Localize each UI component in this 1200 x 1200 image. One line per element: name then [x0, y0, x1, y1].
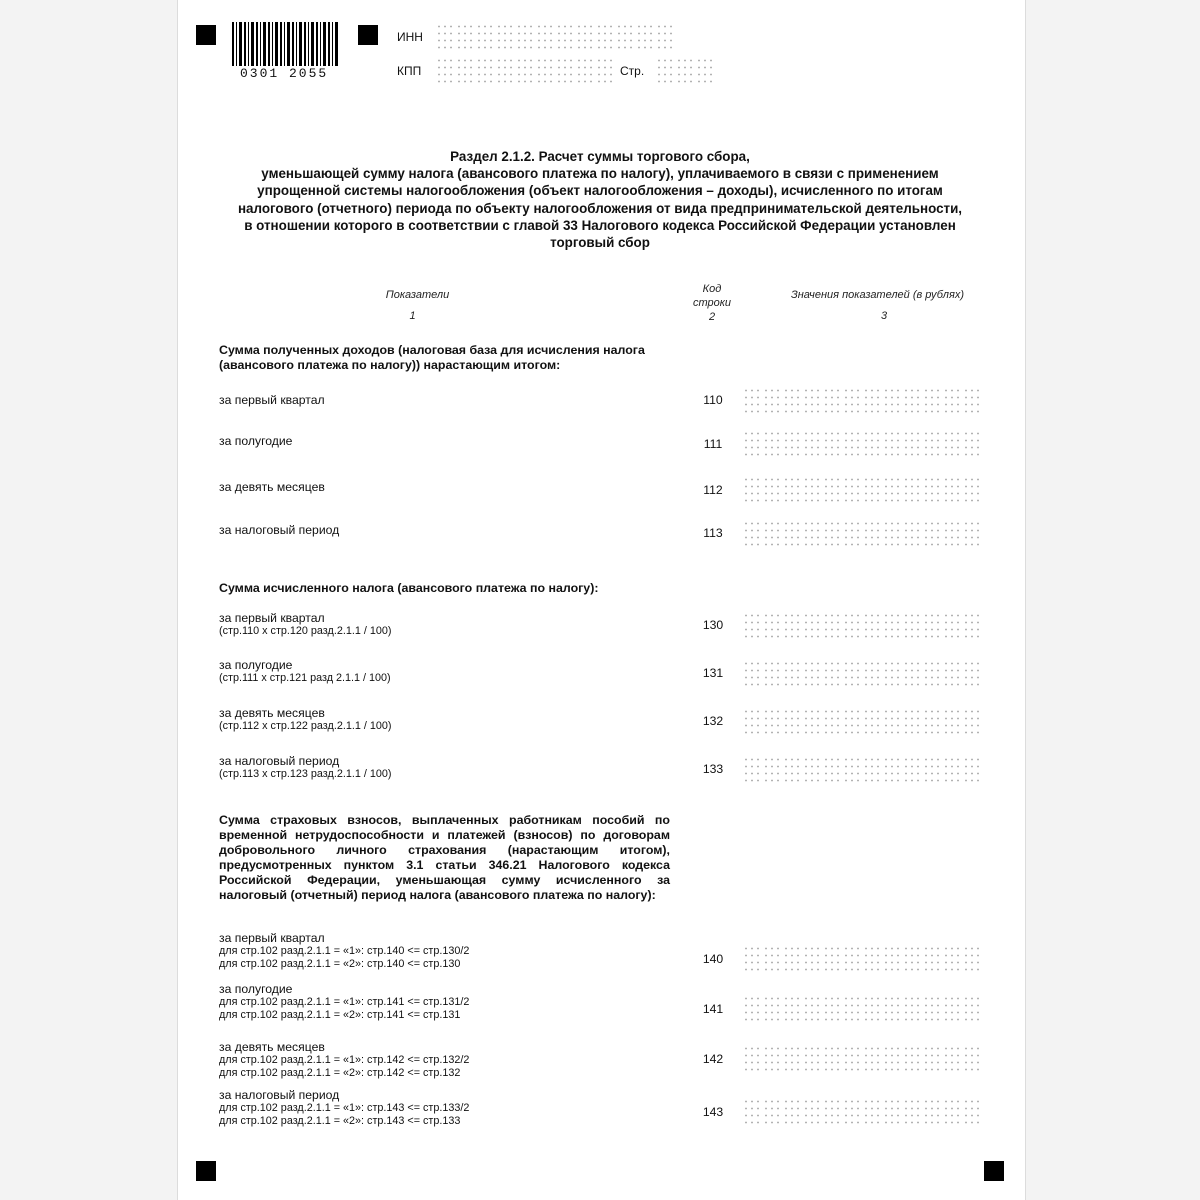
character-cell[interactable]: [822, 994, 841, 1022]
character-cell[interactable]: [922, 755, 941, 783]
character-cell[interactable]: [802, 994, 821, 1022]
character-cell[interactable]: [842, 475, 861, 503]
title-line: в отношении которого в соответствии с главой 33 Налогового кодекса Российской Федерации установлен: [244, 217, 956, 233]
row-condition: для стр.102 разд.2.1.1 = «2»: стр.143 <= стр.133: [219, 1115, 461, 1127]
row-condition: для стр.102 разд.2.1.1 = «1»: стр.141 <= стр.131/2: [219, 996, 470, 1008]
value-field-130[interactable]: [742, 611, 982, 639]
section-heading-income: Сумма полученных доходов (налоговая база для исчисления налога (авансового платежа по налогу)) нарастающим итогом:: [219, 343, 645, 372]
character-cell[interactable]: [742, 519, 761, 547]
inn-label: ИНН: [397, 30, 423, 44]
character-cell[interactable]: [782, 475, 801, 503]
character-cell[interactable]: [962, 386, 981, 414]
character-cell[interactable]: [782, 659, 801, 687]
row-formula: (стр.112 х стр.122 разд.2.1.1 / 100): [219, 720, 392, 732]
row-label-text: за налоговый период: [219, 1088, 340, 1102]
character-cell[interactable]: [942, 755, 961, 783]
character-cell[interactable]: [862, 659, 881, 687]
character-cell[interactable]: [842, 994, 861, 1022]
character-cell[interactable]: [942, 707, 961, 735]
character-cell[interactable]: [575, 22, 594, 50]
character-cell[interactable]: [822, 1097, 841, 1125]
row-condition: для стр.102 разд.2.1.1 = «2»: стр.140 <= стр.130: [219, 958, 461, 970]
character-cell[interactable]: [882, 1044, 901, 1072]
character-cell[interactable]: [675, 56, 694, 84]
character-cell[interactable]: [822, 707, 841, 735]
character-cell[interactable]: [862, 386, 881, 414]
character-cell[interactable]: [742, 755, 761, 783]
character-cell[interactable]: [942, 475, 961, 503]
character-cell[interactable]: [882, 659, 901, 687]
row-label-text: за первый квартал: [219, 931, 325, 945]
character-cell[interactable]: [862, 944, 881, 972]
character-cell[interactable]: [782, 611, 801, 639]
character-cell[interactable]: [802, 611, 821, 639]
character-cell[interactable]: [762, 475, 781, 503]
character-cell[interactable]: [922, 475, 941, 503]
character-cell[interactable]: [942, 429, 961, 457]
character-cell[interactable]: [902, 994, 921, 1022]
character-cell[interactable]: [435, 22, 454, 50]
character-cell[interactable]: [962, 707, 981, 735]
row-code-131: 131: [702, 666, 724, 680]
row-label-text: за девять месяцев: [219, 706, 325, 720]
barcode: [232, 22, 340, 66]
character-cell[interactable]: [862, 475, 881, 503]
row-label-111: за полугодие: [219, 434, 293, 448]
row-formula: (стр.111 х стр.121 разд 2.1.1 / 100): [219, 672, 391, 684]
character-cell[interactable]: [882, 611, 901, 639]
character-cell[interactable]: [535, 22, 554, 50]
character-cell[interactable]: [962, 1044, 981, 1072]
value-field-112[interactable]: [742, 475, 982, 503]
value-field-143[interactable]: [742, 1097, 982, 1125]
character-cell[interactable]: [655, 22, 674, 50]
column-header-code-line1: Код: [702, 283, 722, 295]
character-cell[interactable]: [742, 429, 761, 457]
registration-marker-bottom-right: [984, 1161, 1004, 1181]
character-cell[interactable]: [742, 659, 761, 687]
character-cell[interactable]: [635, 22, 654, 50]
character-cell[interactable]: [802, 1097, 821, 1125]
title-line: налогового (отчетного) периода по объекту налогообложения от вида предпринимательской деятельности,: [237, 200, 963, 216]
inn-field[interactable]: [435, 22, 675, 50]
row-formula: (стр.110 х стр.120 разд.2.1.1 / 100): [219, 625, 392, 637]
character-cell[interactable]: [922, 1044, 941, 1072]
character-cell[interactable]: [782, 1044, 801, 1072]
character-cell[interactable]: [782, 429, 801, 457]
character-cell[interactable]: [902, 475, 921, 503]
character-cell[interactable]: [762, 386, 781, 414]
title-line: торговый сбор: [550, 235, 650, 251]
character-cell[interactable]: [942, 1044, 961, 1072]
character-cell[interactable]: [862, 994, 881, 1022]
character-cell[interactable]: [922, 386, 941, 414]
character-cell[interactable]: [762, 994, 781, 1022]
row-label-140: [219, 931, 469, 971]
character-cell[interactable]: [762, 755, 781, 783]
character-cell[interactable]: [882, 519, 901, 547]
character-cell[interactable]: [942, 659, 961, 687]
character-cell[interactable]: [802, 707, 821, 735]
character-cell[interactable]: [802, 386, 821, 414]
character-cell[interactable]: [822, 611, 841, 639]
character-cell[interactable]: [922, 611, 941, 639]
row-code-141: 141: [702, 1002, 724, 1016]
title-line: Раздел 2.1.2. Расчет суммы торгового сбора,: [450, 149, 750, 164]
character-cell[interactable]: [882, 944, 901, 972]
row-condition: для стр.102 разд.2.1.1 = «1»: стр.142 <= стр.132/2: [219, 1054, 470, 1066]
character-cell[interactable]: [742, 944, 761, 972]
section-title: [205, 148, 995, 251]
character-cell[interactable]: [902, 1044, 921, 1072]
character-cell[interactable]: [902, 1097, 921, 1125]
row-label-text: за налоговый период: [219, 754, 340, 768]
character-cell[interactable]: [842, 429, 861, 457]
character-cell[interactable]: [962, 944, 981, 972]
character-cell[interactable]: [762, 519, 781, 547]
kpp-label: КПП: [397, 64, 422, 78]
character-cell[interactable]: [822, 475, 841, 503]
title-line: упрощенной системы налогообложения (объект налогообложения – доходы), исчисленного по итогам: [257, 183, 943, 199]
character-cell[interactable]: [922, 659, 941, 687]
character-cell[interactable]: [742, 994, 761, 1022]
character-cell[interactable]: [922, 429, 941, 457]
character-cell[interactable]: [942, 944, 961, 972]
row-label-110: за первый квартал: [219, 393, 325, 407]
character-cell[interactable]: [842, 707, 861, 735]
registration-marker-top-right: [358, 25, 378, 45]
character-cell[interactable]: [862, 611, 881, 639]
character-cell[interactable]: [782, 755, 801, 783]
character-cell[interactable]: [902, 611, 921, 639]
row-condition: для стр.102 разд.2.1.1 = «2»: стр.142 <= стр.132: [219, 1067, 461, 1079]
character-cell[interactable]: [822, 944, 841, 972]
row-code-110: 110: [703, 393, 723, 407]
character-cell[interactable]: [842, 659, 861, 687]
page-number-field[interactable]: [655, 56, 715, 84]
character-cell[interactable]: [882, 994, 901, 1022]
value-field-131[interactable]: [742, 659, 982, 687]
character-cell[interactable]: [862, 755, 881, 783]
value-field-113[interactable]: [742, 519, 982, 547]
character-cell[interactable]: [822, 429, 841, 457]
character-cell[interactable]: [962, 519, 981, 547]
character-cell[interactable]: [862, 519, 881, 547]
character-cell[interactable]: [922, 994, 941, 1022]
character-cell[interactable]: [822, 659, 841, 687]
value-field-140[interactable]: [742, 944, 982, 972]
character-cell[interactable]: [842, 519, 861, 547]
row-code-111: 111: [703, 437, 723, 451]
character-cell[interactable]: [922, 1097, 941, 1125]
character-cell[interactable]: [455, 22, 474, 50]
row-label-text: за девять месяцев: [219, 1040, 325, 1054]
row-label-131: [219, 658, 391, 685]
character-cell[interactable]: [742, 1044, 761, 1072]
row-label-text: за полугодие: [219, 982, 293, 996]
character-cell[interactable]: [842, 386, 861, 414]
character-cell[interactable]: [862, 429, 881, 457]
character-cell[interactable]: [742, 707, 761, 735]
character-cell[interactable]: [762, 429, 781, 457]
row-code-140: 140: [702, 952, 724, 966]
character-cell[interactable]: [695, 56, 714, 84]
character-cell[interactable]: [435, 56, 454, 84]
character-cell[interactable]: [962, 611, 981, 639]
character-cell[interactable]: [842, 755, 861, 783]
character-cell[interactable]: [942, 386, 961, 414]
title-line: уменьшающей сумму налога (авансового платежа по налогу), уплачиваемого в связи с применением: [261, 166, 939, 182]
character-cell[interactable]: [762, 944, 781, 972]
row-formula: (стр.113 х стр.123 разд.2.1.1 / 100): [219, 768, 392, 780]
character-cell[interactable]: [882, 386, 901, 414]
column-number-2: 2: [708, 311, 716, 323]
row-label-text: за полугодие: [219, 658, 293, 672]
character-cell[interactable]: [962, 994, 981, 1022]
character-cell[interactable]: [822, 386, 841, 414]
character-cell[interactable]: [862, 1044, 881, 1072]
character-cell[interactable]: [842, 1097, 861, 1125]
character-cell[interactable]: [782, 707, 801, 735]
character-cell[interactable]: [802, 1044, 821, 1072]
character-cell[interactable]: [515, 22, 534, 50]
character-cell[interactable]: [922, 944, 941, 972]
row-code-112: 112: [703, 483, 723, 497]
character-cell[interactable]: [555, 56, 574, 84]
value-field-132[interactable]: [742, 707, 982, 735]
character-cell[interactable]: [655, 56, 674, 84]
row-label-142: [219, 1040, 469, 1080]
character-cell[interactable]: [762, 611, 781, 639]
character-cell[interactable]: [495, 56, 514, 84]
section-heading-calculated-tax: Сумма исчисленного налога (авансового платежа по налогу):: [219, 581, 599, 595]
character-cell[interactable]: [782, 994, 801, 1022]
column-number-3: 3: [880, 310, 888, 322]
row-code-133: 133: [702, 762, 724, 776]
character-cell[interactable]: [455, 56, 474, 84]
value-field-141[interactable]: [742, 994, 982, 1022]
character-cell[interactable]: [595, 22, 614, 50]
character-cell[interactable]: [802, 475, 821, 503]
row-label-112: за девять месяцев: [219, 480, 325, 494]
row-condition: для стр.102 разд.2.1.1 = «1»: стр.140 <= стр.130/2: [219, 945, 470, 957]
character-cell[interactable]: [902, 386, 921, 414]
row-code-132: 132: [702, 714, 724, 728]
row-label-143: [219, 1088, 469, 1128]
character-cell[interactable]: [922, 519, 941, 547]
row-condition: для стр.102 разд.2.1.1 = «1»: стр.143 <= стр.133/2: [219, 1102, 470, 1114]
character-cell[interactable]: [802, 755, 821, 783]
character-cell[interactable]: [882, 707, 901, 735]
character-cell[interactable]: [962, 659, 981, 687]
character-cell[interactable]: [842, 611, 861, 639]
row-code-143: 143: [702, 1105, 724, 1119]
character-cell[interactable]: [882, 1097, 901, 1125]
character-cell[interactable]: [822, 1044, 841, 1072]
column-header-code-line2: строки: [692, 297, 732, 309]
character-cell[interactable]: [962, 475, 981, 503]
character-cell[interactable]: [882, 429, 901, 457]
row-label-text: за первый квартал: [219, 611, 325, 625]
column-header-indicators: Показатели: [385, 289, 450, 301]
character-cell[interactable]: [962, 755, 981, 783]
row-label-130: [219, 611, 391, 638]
row-label-132: [219, 706, 391, 733]
character-cell[interactable]: [882, 755, 901, 783]
character-cell[interactable]: [902, 707, 921, 735]
character-cell[interactable]: [495, 22, 514, 50]
character-cell[interactable]: [862, 1097, 881, 1125]
character-cell[interactable]: [922, 707, 941, 735]
character-cell[interactable]: [782, 386, 801, 414]
character-cell[interactable]: [902, 755, 921, 783]
barcode-number: 0301 2055: [240, 66, 329, 81]
row-label-113: за налоговый период: [219, 523, 340, 537]
character-cell[interactable]: [575, 56, 594, 84]
value-field-110[interactable]: [742, 386, 982, 414]
character-cell[interactable]: [782, 1097, 801, 1125]
character-cell[interactable]: [595, 56, 614, 84]
character-cell[interactable]: [742, 611, 761, 639]
character-cell[interactable]: [942, 611, 961, 639]
row-label-133: [219, 754, 391, 781]
value-field-133[interactable]: [742, 755, 982, 783]
character-cell[interactable]: [762, 659, 781, 687]
page-label: Стр.: [620, 64, 645, 78]
row-code-113: 113: [703, 526, 723, 540]
character-cell[interactable]: [475, 56, 494, 84]
character-cell[interactable]: [962, 429, 981, 457]
character-cell[interactable]: [942, 994, 961, 1022]
character-cell[interactable]: [942, 519, 961, 547]
column-number-1: 1: [409, 310, 416, 322]
value-field-142[interactable]: [742, 1044, 982, 1072]
row-code-130: 130: [702, 618, 724, 632]
character-cell[interactable]: [555, 22, 574, 50]
character-cell[interactable]: [822, 519, 841, 547]
character-cell[interactable]: [615, 22, 634, 50]
character-cell[interactable]: [515, 56, 534, 84]
character-cell[interactable]: [882, 475, 901, 503]
character-cell[interactable]: [802, 944, 821, 972]
row-label-141: [219, 982, 469, 1022]
character-cell[interactable]: [782, 944, 801, 972]
character-cell[interactable]: [842, 944, 861, 972]
character-cell[interactable]: [862, 707, 881, 735]
character-cell[interactable]: [902, 519, 921, 547]
character-cell[interactable]: [902, 659, 921, 687]
row-condition: для стр.102 разд.2.1.1 = «2»: стр.141 <= стр.131: [219, 1009, 461, 1021]
registration-marker-top-left: [196, 25, 216, 45]
column-header-values: Значения показателей (в рублях): [790, 289, 964, 301]
character-cell[interactable]: [762, 1097, 781, 1125]
section-heading-insurance: Сумма страховых взносов, выплаченных работникам пособий по временной нетрудоспособности и платежей (взносов) по договорам добровольного личного страхования (нарастающим итогом), предусмотренных пунктом 3.1 статьи 346.21 Налогового кодекса Российской Федерации, уменьшающая сумму исчисленного за налоговый (отчетный) период налога (авансового платежа по налогу):: [219, 813, 670, 902]
character-cell[interactable]: [782, 519, 801, 547]
registration-marker-bottom-left: [196, 1161, 216, 1181]
character-cell[interactable]: [762, 1044, 781, 1072]
character-cell[interactable]: [742, 386, 761, 414]
character-cell[interactable]: [475, 22, 494, 50]
character-cell[interactable]: [962, 1097, 981, 1125]
value-field-111[interactable]: [742, 429, 982, 457]
character-cell[interactable]: [762, 707, 781, 735]
character-cell[interactable]: [535, 56, 554, 84]
kpp-field[interactable]: [435, 56, 615, 84]
character-cell[interactable]: [802, 429, 821, 457]
character-cell[interactable]: [902, 944, 921, 972]
row-code-142: 142: [702, 1052, 724, 1066]
character-cell[interactable]: [742, 1097, 761, 1125]
character-cell[interactable]: [802, 519, 821, 547]
character-cell[interactable]: [802, 659, 821, 687]
character-cell[interactable]: [822, 755, 841, 783]
character-cell[interactable]: [902, 429, 921, 457]
character-cell[interactable]: [842, 1044, 861, 1072]
character-cell[interactable]: [942, 1097, 961, 1125]
character-cell[interactable]: [742, 475, 761, 503]
